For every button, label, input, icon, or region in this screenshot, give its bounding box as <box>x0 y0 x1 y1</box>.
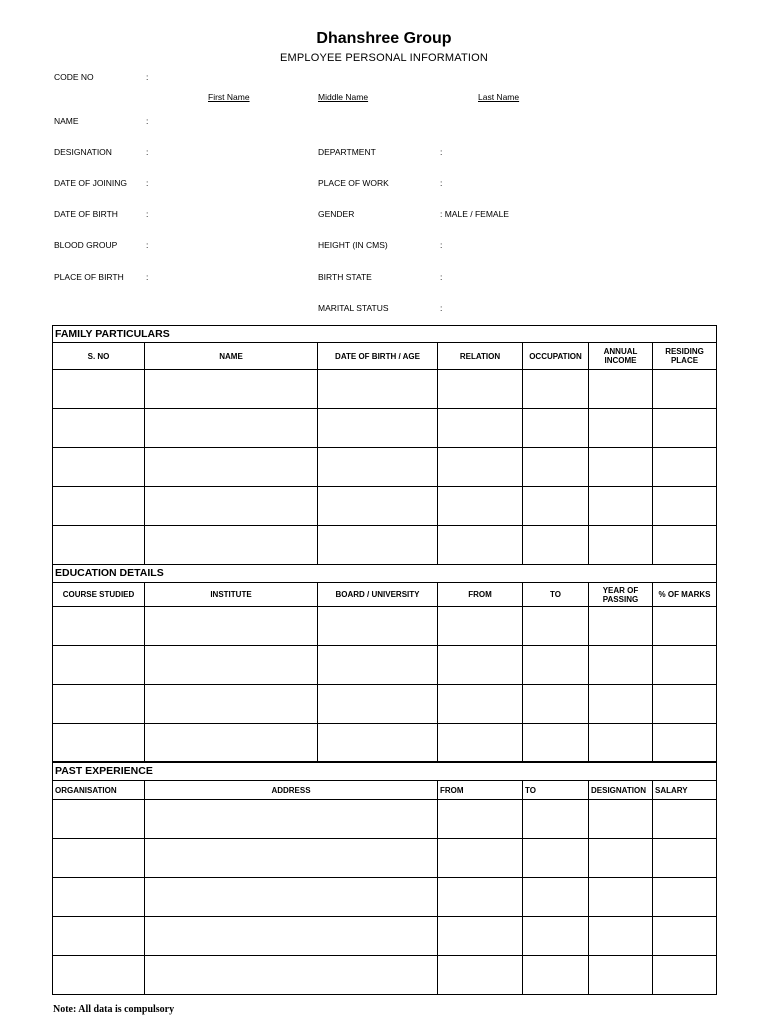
table-cell[interactable] <box>523 917 589 956</box>
first-name-header: First Name <box>208 92 250 102</box>
education-details-table <box>52 564 717 763</box>
table-cell[interactable] <box>589 487 653 526</box>
table-cell[interactable] <box>438 370 523 409</box>
place-of-birth-label: PLACE OF BIRTH <box>54 272 124 282</box>
table-cell[interactable] <box>653 607 717 646</box>
column-header: BOARD / UNIVERSITY <box>318 583 438 607</box>
table-cell[interactable] <box>145 917 438 956</box>
table-row <box>53 487 717 526</box>
column-header: ADDRESS <box>145 781 438 800</box>
table-cell[interactable] <box>438 878 523 917</box>
table-cell[interactable] <box>318 646 438 685</box>
table-cell[interactable] <box>145 956 438 995</box>
department-label: DEPARTMENT <box>318 147 376 157</box>
page-title: Dhanshree Group <box>316 30 452 47</box>
table-cell[interactable] <box>145 839 438 878</box>
column-header: INSTITUTE <box>145 583 318 607</box>
column-header: ORGANISATION <box>53 781 145 800</box>
birth-state-label: BIRTH STATE <box>318 272 372 282</box>
table-cell[interactable] <box>653 878 717 917</box>
table-cell[interactable] <box>653 448 717 487</box>
colon: : <box>146 72 149 82</box>
name-label: NAME <box>54 116 79 126</box>
table-cell[interactable] <box>589 607 653 646</box>
marital-status-label: MARITAL STATUS <box>318 303 389 313</box>
column-header: ANNUAL INCOME <box>589 343 653 370</box>
table-cell[interactable] <box>653 917 717 956</box>
table-row <box>53 409 717 448</box>
colon: : <box>440 272 443 282</box>
table-cell[interactable] <box>653 526 717 565</box>
table-cell[interactable] <box>653 370 717 409</box>
table-cell[interactable] <box>318 685 438 724</box>
table-row <box>53 878 717 917</box>
table-cell[interactable] <box>523 448 589 487</box>
table-cell[interactable] <box>438 646 523 685</box>
table-row <box>53 685 717 724</box>
table-cell[interactable] <box>318 487 438 526</box>
table-cell[interactable] <box>438 448 523 487</box>
column-header: SALARY <box>653 781 717 800</box>
table-cell[interactable] <box>53 607 145 646</box>
table-row <box>53 526 717 565</box>
table-cell[interactable] <box>523 646 589 685</box>
family-particulars-table <box>52 325 717 565</box>
table-cell[interactable] <box>438 917 523 956</box>
table-cell[interactable] <box>438 487 523 526</box>
colon: : <box>440 303 443 313</box>
table-cell[interactable] <box>53 370 145 409</box>
table-cell[interactable] <box>438 800 523 839</box>
table-cell[interactable] <box>438 685 523 724</box>
table-cell[interactable] <box>145 448 318 487</box>
table-row <box>53 370 717 409</box>
table-cell[interactable] <box>53 724 145 763</box>
table-cell[interactable] <box>53 487 145 526</box>
column-header: FROM <box>438 583 523 607</box>
education-section-title: EDUCATION DETAILS <box>53 565 717 583</box>
table-cell[interactable] <box>653 800 717 839</box>
table-cell[interactable] <box>523 409 589 448</box>
table-row <box>53 956 717 995</box>
column-header: DESIGNATION <box>589 781 653 800</box>
table-row <box>53 839 717 878</box>
column-header: S. NO <box>53 343 145 370</box>
table-cell[interactable] <box>53 526 145 565</box>
table-cell[interactable] <box>589 724 653 763</box>
table-cell[interactable] <box>653 839 717 878</box>
colon: : <box>146 209 149 219</box>
table-cell[interactable] <box>523 370 589 409</box>
table-cell[interactable] <box>653 487 717 526</box>
table-cell[interactable] <box>318 607 438 646</box>
column-header: DATE OF BIRTH / AGE <box>318 343 438 370</box>
designation-label: DESIGNATION <box>54 147 112 157</box>
table-cell[interactable] <box>53 839 145 878</box>
table-cell[interactable] <box>523 800 589 839</box>
table-cell[interactable] <box>145 370 318 409</box>
table-cell[interactable] <box>438 839 523 878</box>
footer-note: Note: All data is compulsory <box>53 1004 175 1015</box>
column-header: OCCUPATION <box>523 343 589 370</box>
column-header: % OF MARKS <box>653 583 717 607</box>
table-cell[interactable] <box>653 724 717 763</box>
table-cell[interactable] <box>523 724 589 763</box>
middle-name-header: Middle Name <box>318 92 369 102</box>
table-cell[interactable] <box>589 917 653 956</box>
table-cell[interactable] <box>53 800 145 839</box>
table-cell[interactable] <box>53 917 145 956</box>
table-cell[interactable] <box>145 800 438 839</box>
table-cell[interactable] <box>589 409 653 448</box>
table-row <box>53 607 717 646</box>
table-cell[interactable] <box>145 685 318 724</box>
table-cell[interactable] <box>589 526 653 565</box>
colon: : <box>146 178 149 188</box>
table-cell[interactable] <box>523 878 589 917</box>
table-cell[interactable] <box>589 685 653 724</box>
column-header: FROM <box>438 781 523 800</box>
table-row <box>53 800 717 839</box>
column-header: NAME <box>145 343 318 370</box>
table-cell[interactable] <box>438 724 523 763</box>
table-cell[interactable] <box>318 448 438 487</box>
table-cell[interactable] <box>523 607 589 646</box>
table-cell[interactable] <box>523 526 589 565</box>
table-cell[interactable] <box>53 685 145 724</box>
last-name-header: Last Name <box>478 92 520 102</box>
place-of-work-label: PLACE OF WORK <box>318 178 389 188</box>
table-cell[interactable] <box>318 409 438 448</box>
table-cell[interactable] <box>589 878 653 917</box>
table-cell[interactable] <box>653 956 717 995</box>
colon: : <box>146 147 149 157</box>
table-cell[interactable] <box>53 878 145 917</box>
table-cell[interactable] <box>438 607 523 646</box>
table-cell[interactable] <box>145 607 318 646</box>
column-header: TO <box>523 583 589 607</box>
table-cell[interactable] <box>438 409 523 448</box>
table-cell[interactable] <box>53 448 145 487</box>
table-cell[interactable] <box>589 646 653 685</box>
table-cell[interactable] <box>318 526 438 565</box>
colon: : <box>440 178 443 188</box>
column-header: RELATION <box>438 343 523 370</box>
colon: : <box>146 272 149 282</box>
table-cell[interactable] <box>318 724 438 763</box>
gender-label: GENDER <box>318 209 355 219</box>
table-cell[interactable] <box>318 370 438 409</box>
past-experience-table <box>52 761 717 995</box>
table-cell[interactable] <box>589 448 653 487</box>
form-subtitle: EMPLOYEE PERSONAL INFORMATION <box>279 52 489 64</box>
code-no-label: CODE NO <box>54 72 94 82</box>
date-of-birth-label: DATE OF BIRTH <box>54 209 118 219</box>
family-section-title: FAMILY PARTICULARS <box>53 326 717 343</box>
colon: : <box>440 240 443 250</box>
table-cell[interactable] <box>589 800 653 839</box>
date-of-joining-label: DATE OF JOINING <box>54 178 128 188</box>
table-cell[interactable] <box>589 370 653 409</box>
table-cell[interactable] <box>53 956 145 995</box>
table-cell[interactable] <box>145 409 318 448</box>
table-cell[interactable] <box>523 956 589 995</box>
column-header: COURSE STUDIED <box>53 583 145 607</box>
table-cell[interactable] <box>653 646 717 685</box>
table-row <box>53 724 717 763</box>
table-cell[interactable] <box>589 839 653 878</box>
table-cell[interactable] <box>145 487 318 526</box>
blood-group-label: BLOOD GROUP <box>54 240 118 250</box>
table-cell[interactable] <box>523 839 589 878</box>
table-cell[interactable] <box>523 685 589 724</box>
table-row <box>53 917 717 956</box>
table-cell[interactable] <box>438 956 523 995</box>
table-cell[interactable] <box>589 956 653 995</box>
table-cell[interactable] <box>145 646 318 685</box>
height-label: HEIGHT (IN CMS) <box>318 240 388 250</box>
table-cell[interactable] <box>53 409 145 448</box>
column-header: RESIDING PLACE <box>653 343 717 370</box>
colon: : <box>440 147 443 157</box>
table-cell[interactable] <box>53 646 145 685</box>
table-cell[interactable] <box>438 526 523 565</box>
table-cell[interactable] <box>145 724 318 763</box>
table-cell[interactable] <box>523 487 589 526</box>
table-cell[interactable] <box>653 409 717 448</box>
experience-section-title: PAST EXPERIENCE <box>53 762 717 781</box>
table-row <box>53 646 717 685</box>
column-header: TO <box>523 781 589 800</box>
gender-options: : MALE / FEMALE <box>440 209 509 219</box>
table-row <box>53 448 717 487</box>
table-cell[interactable] <box>653 685 717 724</box>
table-cell[interactable] <box>145 526 318 565</box>
column-header: YEAR OF PASSING <box>589 583 653 607</box>
colon: : <box>146 240 149 250</box>
table-cell[interactable] <box>145 878 438 917</box>
colon: : <box>146 116 149 126</box>
